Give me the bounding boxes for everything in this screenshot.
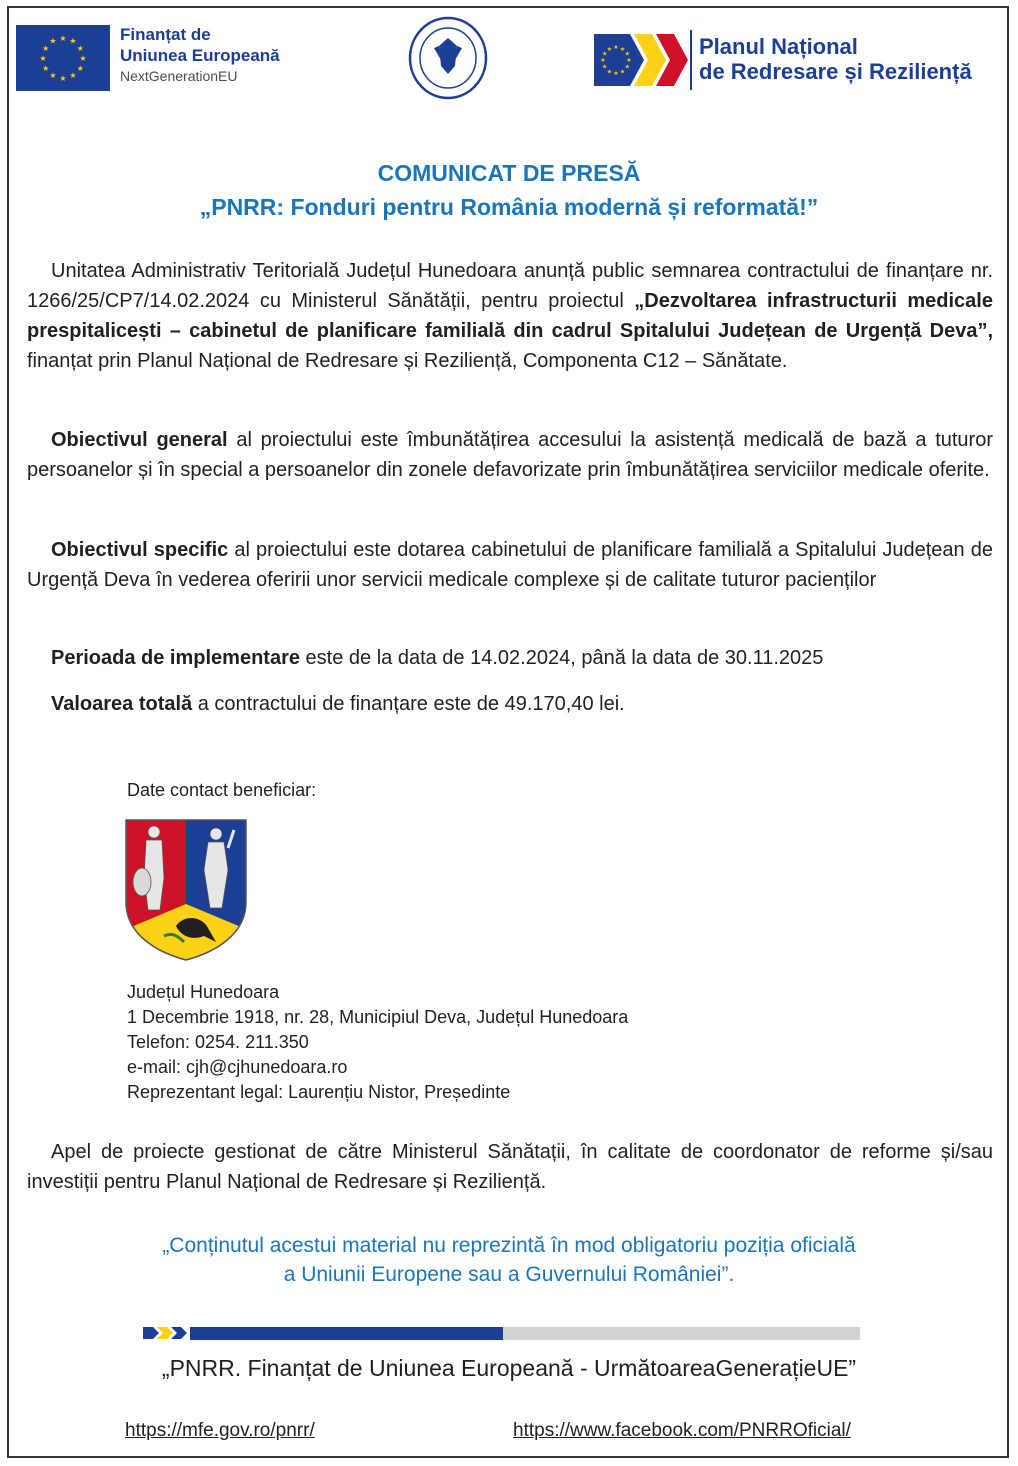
contact-email: e-mail: cjh@cjhunedoara.ro: [127, 1057, 348, 1077]
paragraph-call-of-projects: Apel de proiecte gestionat de către Ministerul Sănătații, în calitate de coordonator de reforme și/sau investiții pentru Planul Național de Redresare și Reziliență.: [27, 1141, 993, 1193]
eu-star-icon: ★: [69, 71, 77, 81]
eu-star-icon: ★: [76, 63, 84, 73]
intro-text-start: Unitatea Administrativ Teritorială Județul Hunedoara anunță public semnarea contractului de finanțare nr. 1266/25/CP7/14.02.2024 cu Ministerul Sănătății, pentru proiectul: [27, 260, 993, 312]
eu-star-icon: ★: [626, 57, 632, 65]
paragraph-specific-objective: [27, 535, 993, 595]
total-value-text: a contractului de finanțare este de 49.170,40 lei.: [192, 693, 625, 715]
contact-label: Date contact beneficiar:: [127, 780, 317, 800]
contact-address: 1 Decembrie 1918, nr. 28, Municipiul Deva, Județul Hunedoara: [127, 1007, 629, 1027]
eu-star-icon: ★: [606, 68, 613, 76]
project-name: „Dezvoltarea infrastructurii medicale prespitalicești – cabinetul de planificare familială din cadrul Spitalului Județean de Urgență Deva”,: [27, 290, 993, 342]
pnrr-line-1: Planul Național: [699, 34, 858, 59]
contact-details: [127, 980, 628, 1105]
press-release-subtitle: „PNRR: Fonduri pentru România modernă și reformată!”: [199, 194, 819, 220]
press-release-title: COMUNICAT DE PRESĂ: [377, 160, 641, 186]
eu-star-icon: ★: [69, 36, 77, 46]
eu-line-3: NextGenerationEU: [120, 68, 238, 84]
eu-star-icon: ★: [59, 73, 67, 83]
footer-arrows-icon: [143, 1326, 193, 1340]
eu-funding-logo-text: [120, 24, 280, 86]
total-value-label: Valoarea totală: [51, 693, 193, 715]
specific-objective-label: Obiectivul specific: [51, 539, 229, 561]
eu-star-icon: ★: [39, 53, 47, 63]
contact-phone: Telefon: 0254. 211.350: [127, 1032, 309, 1052]
eu-star-icon: ★: [624, 50, 630, 58]
eu-star-icon: ★: [49, 36, 57, 46]
eu-star-icon: ★: [600, 57, 606, 65]
pnrr-divider: [690, 30, 692, 90]
eu-star-icon: ★: [624, 63, 630, 71]
pnrr-slogan: „PNRR. Finanțat de Uniunea Europeană - UrmătoareaGenerațieUE”: [161, 1355, 857, 1381]
disclaimer: [0, 1231, 1018, 1289]
specific-objective-text: al proiectului este dotarea cabinetului de planificare familială a Spitalului Județean de Urgență Deva în vederea oferirii unor servicii medicale complexe și de calitate tuturor pacienților: [27, 539, 994, 591]
eu-star-icon: ★: [49, 71, 57, 81]
footer-bar-grey: [503, 1327, 860, 1340]
paragraph-general-objective: [27, 425, 993, 485]
paragraph-implementation-period: [27, 643, 993, 673]
eu-star-icon: ★: [602, 63, 608, 71]
mfe-pnrr-link[interactable]: https://mfe.gov.ro/pnrr/: [125, 1420, 315, 1441]
general-objective-label: Obiectivul general: [51, 429, 228, 451]
eu-star-icon: ★: [613, 44, 619, 52]
government-seal-icon: [408, 16, 488, 100]
eu-star-icon: ★: [619, 45, 626, 53]
eu-star-icon: ★: [602, 50, 608, 58]
eu-star-icon: ★: [606, 45, 613, 53]
paragraph-total-value: [27, 689, 993, 719]
eu-flag-icon: [16, 25, 110, 91]
intro-text-end: finanțat prin Planul Național de Redresare și Reziliență, Componenta C12 – Sănătate.: [27, 350, 788, 372]
facebook-pnrr-link[interactable]: https://www.facebook.com/PNRROficial/: [513, 1420, 851, 1441]
eu-line-2: Uniunea Europeană: [120, 46, 280, 65]
eu-star-icon: ★: [619, 68, 626, 76]
pnrr-arrows-icon: [594, 32, 694, 88]
implementation-period-label: Perioada de implementare: [51, 647, 300, 669]
eu-star-icon: ★: [59, 33, 67, 43]
eu-star-icon: ★: [79, 53, 87, 63]
implementation-period-text: este de la data de 14.02.2024, până la data de 30.11.2025: [299, 647, 824, 669]
eu-star-icon: ★: [76, 43, 84, 53]
eu-line-1: Finanțat de: [120, 25, 211, 44]
pnrr-logo-text: [699, 34, 972, 84]
contact-name: Județul Hunedoara: [127, 982, 280, 1002]
disclaimer-line-1: „Conținutul acestui material nu reprezintă în mod obligatoriu poziția oficială: [162, 1234, 856, 1257]
pnrr-line-2: de Redresare și Reziliență: [699, 59, 972, 84]
eu-star-icon: ★: [42, 63, 50, 73]
eu-star-icon: ★: [42, 43, 50, 53]
paragraph-intro: [27, 256, 993, 376]
eu-star-icon: ★: [613, 70, 619, 78]
contact-representative: Reprezentant legal: Laurențiu Nistor, Președinte: [127, 1082, 511, 1102]
hunedoara-coat-of-arms-icon: [124, 818, 248, 962]
disclaimer-line-2: a Uniunii Europene sau a Guvernului României”.: [283, 1263, 735, 1286]
footer-bar-blue: [190, 1327, 503, 1340]
general-objective-text: al proiectului este îmbunătățirea accesului la asistență medicală de bază a tuturor persoanelor și în special a persoanelor din zonele defavorizate prin îmbunătățirea serviciilor medicale oferite.: [27, 429, 993, 481]
